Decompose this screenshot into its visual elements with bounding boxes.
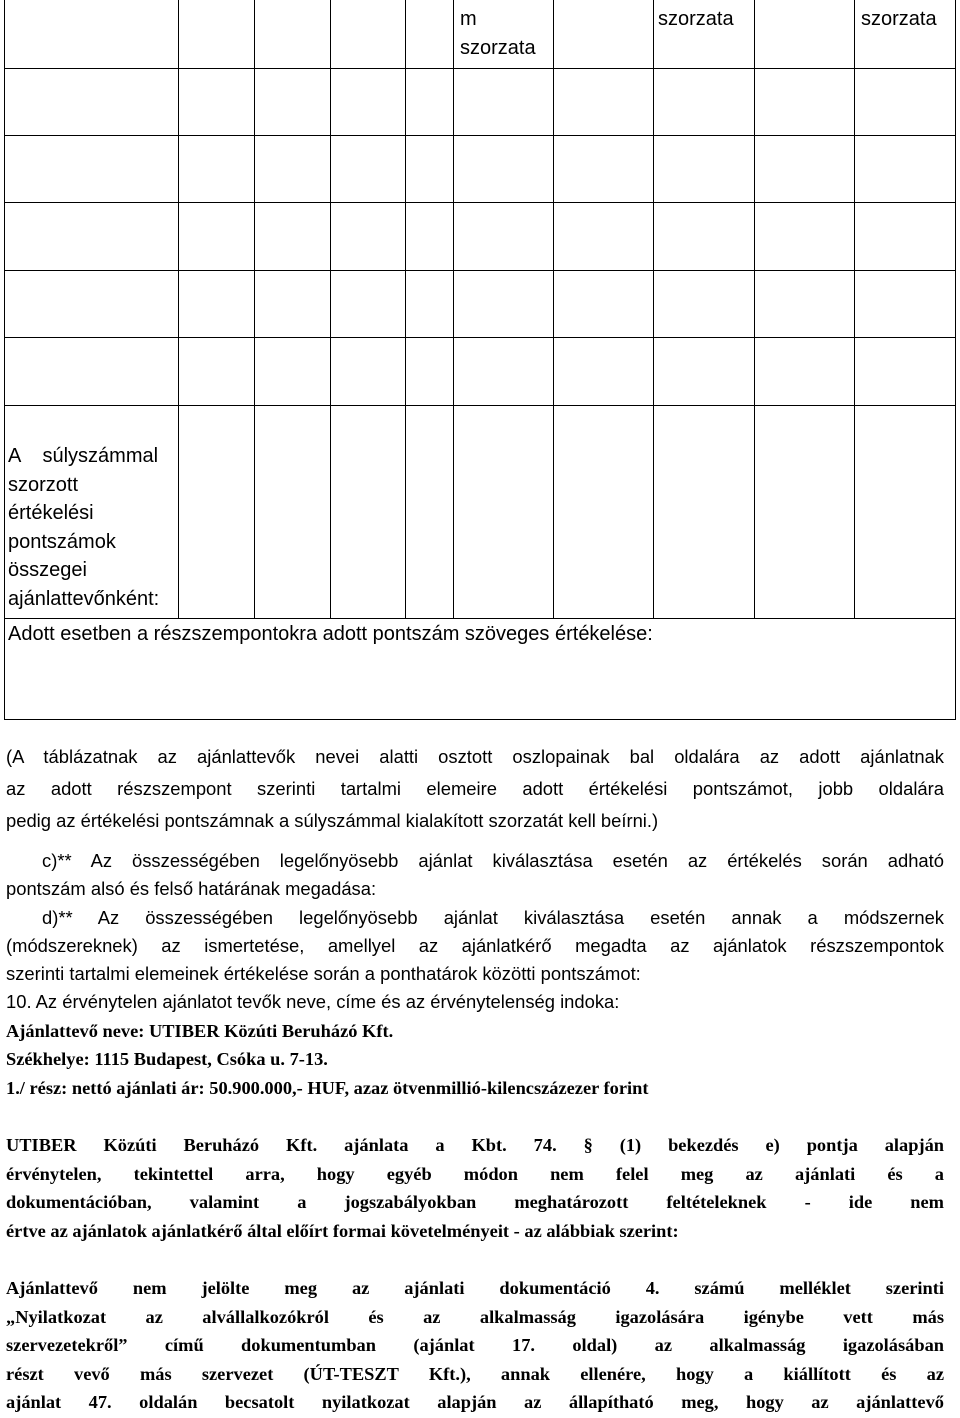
- bidder-name: Ajánlattevő neve: UTIBER Közúti Beruházó Kft.: [6, 1021, 394, 1041]
- text-line: „Nyilatkozat az alvállalkozókról és az alkalmasság igazolására igénybe vett más: [6, 1307, 944, 1327]
- text-line: d)** Az összességében legelőnyösebb ajánlat kiválasztása esetén annak a módszernek: [42, 907, 944, 928]
- header-cell-line: m: [460, 8, 477, 30]
- text-line: az adott részszempont szerinti tartalmi elemeire adott értékelési pontszámot, jobb oldalára: [6, 778, 944, 799]
- text-line: UTIBER Közúti Beruházó Kft. ajánlata a Kbt. 74. § (1) bekezdés e) pontja alapján: [6, 1135, 944, 1155]
- text-line: dokumentációban, valamint a jogszabályokban meghatározott feltételeknek - ide nem: [6, 1192, 944, 1212]
- text-line: pontszám alsó és felső határának megadása:: [6, 878, 377, 899]
- bidder-seat: Székhelye: 1115 Budapest, Csóka u. 7-13.: [6, 1049, 328, 1069]
- text-line: ajánlat 47. oldalán becsatolt nyilatkozat alapján az állapítható meg, hogy az ajánlattevő: [6, 1392, 944, 1412]
- bid-price: 1./ rész: nettó ajánlati ár: 50.900.000,- HUF, azaz ötvenmillió-kilencszázezer forint: [6, 1078, 649, 1098]
- text-line: Ajánlattevő nem jelölte meg az ajánlati dokumentáció 4. számú melléklet szerinti: [6, 1278, 944, 1298]
- sum-label-line: szorzott: [8, 473, 79, 496]
- text-line: érvénytelen, tekintettel arra, hogy egyéb módon nem felel meg az ajánlati és a: [6, 1164, 944, 1184]
- text-line: szerinti tartalmi elemeinek értékelése során a ponthatárok közötti pontszámot:: [6, 963, 641, 984]
- text-line: szervezetekről” című dokumentumban (ajánlat 17. oldal) az alkalmasság igazolásában: [6, 1335, 944, 1355]
- text-line: pedig az értékelési pontszámnak a súlyszámmal kialakított szorzatát kell beírni.): [6, 810, 659, 831]
- header-cell: [658, 5, 734, 34]
- header-cell: [861, 5, 937, 34]
- sum-label-line: összegei: [8, 559, 87, 581]
- text-line: c)** Az összességében legelőnyösebb ajánlat kiválasztása esetén az értékelés során adható: [42, 850, 944, 871]
- text-evaluation-label: Adott esetben a részszempontokra adott pontszám szöveges értékelése:: [8, 623, 653, 645]
- sum-label-line: A súlyszámmal: [8, 445, 159, 467]
- header-cell: [460, 5, 536, 62]
- text-line: (A táblázatnak az ajánlattevők nevei alatti osztott oszlopainak bal oldalára az adott ajánlatnak: [6, 746, 944, 767]
- text-line: értve az ajánlatok ajánlatkérő által előírt formai követelményeit - az alábbiak szerint:: [6, 1221, 679, 1241]
- header-cell-line: szorzata: [460, 36, 536, 59]
- sum-label-cell: [8, 442, 159, 613]
- sum-label-line: pontszámok: [8, 530, 116, 553]
- section-10-heading: 10. Az érvénytelen ajánlatot tevők neve, címe és az érvénytelenség indoka:: [6, 991, 620, 1012]
- header-cell-line: szorzata: [861, 8, 937, 30]
- text-line: részt vevő más szervezet (ÚT-TESZT Kft.), annak ellenére, hogy a kiállított és az: [6, 1364, 944, 1384]
- sum-label-line: értékelési: [8, 502, 94, 524]
- text-line: (módszereknek) az ismertetése, amellyel az ajánlatkérő megadta az ajánlatok részszempontok: [6, 935, 944, 956]
- header-cell-line: szorzata: [658, 8, 734, 30]
- sum-label-line: ajánlattevőnként:: [8, 587, 160, 610]
